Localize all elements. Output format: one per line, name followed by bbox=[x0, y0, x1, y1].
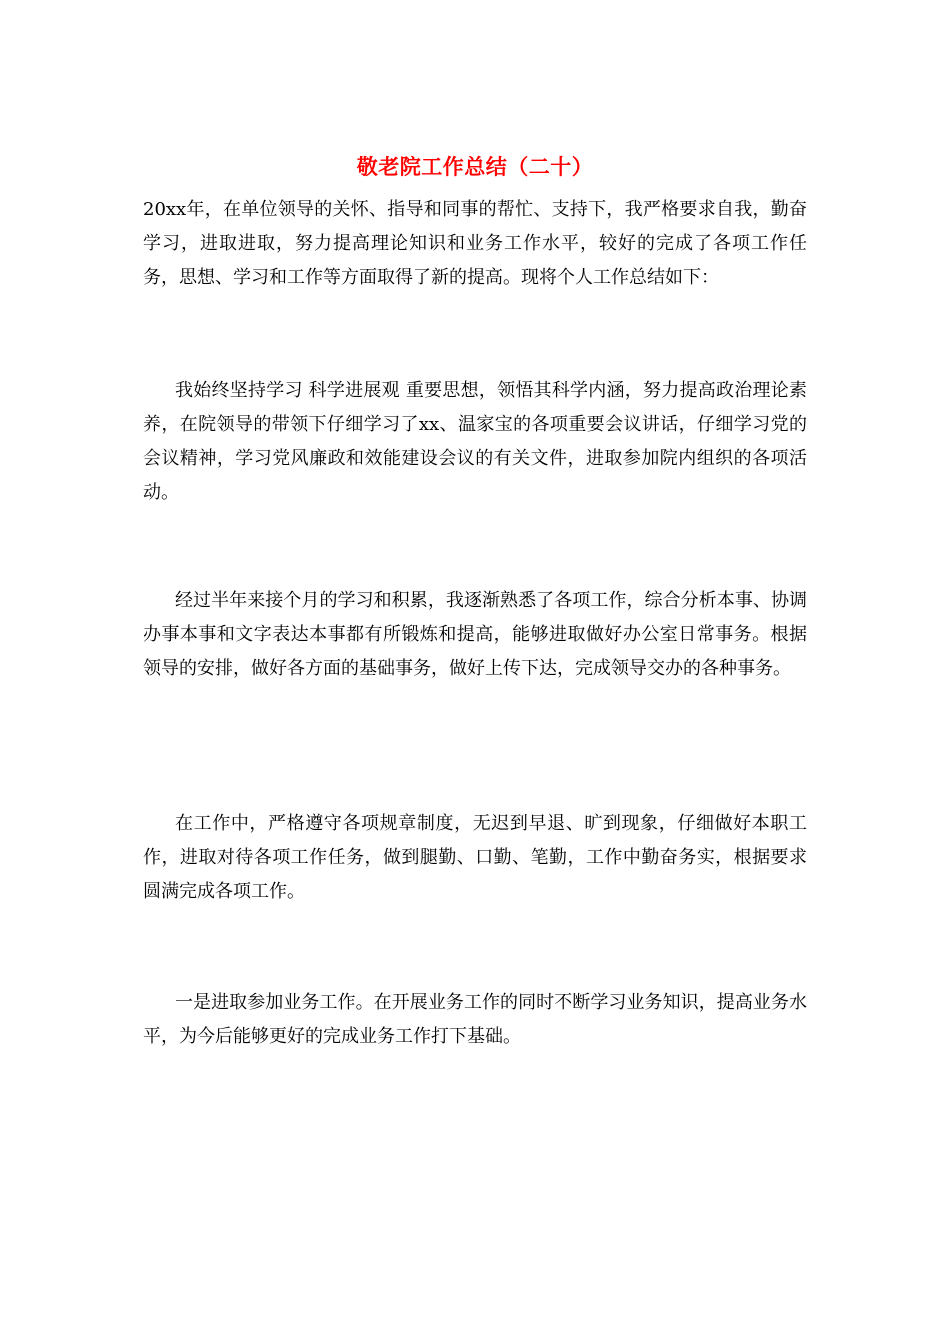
paragraph-text: 一是进取参加业务工作。在开展业务工作的同时不断学习业务知识，提高业务水平，为今后能够更好的完成业务工作打下基础。 bbox=[143, 992, 807, 1047]
paragraph-office-work bbox=[143, 584, 807, 686]
paragraph-study bbox=[143, 374, 807, 510]
document-title: 敬老院工作总结（二十） bbox=[356, 154, 594, 179]
paragraph-text: 在工作中，严格遵守各项规章制度，无迟到早退、旷到现象，仔细做好本职工作，进取对待各项工作任务，做到腿勤、口勤、笔勤，工作中勤奋务实，根据要求圆满完成各项工作。 bbox=[143, 813, 807, 902]
paragraph-text: 我始终坚持学习 科学进展观 重要思想，领悟其科学内涵，努力提高政治理论素养，在院领导的带领下仔细学习了xx、温家宝的各项重要会议讲话，仔细学习党的会议精神，学习党风廉政和效能建设会议的有关文件，进取参加院内组织的各项活动。 bbox=[143, 380, 807, 503]
paragraph-intro bbox=[143, 193, 807, 295]
paragraph-business bbox=[143, 986, 807, 1054]
paragraph-text: 20xx年，在单位领导的关怀、指导和同事的帮忙、支持下，我严格要求自我，勤奋学习，进取进取，努力提高理论知识和业务工作水平，较好的完成了各项工作任务，思想、学习和工作等方面取得了新的提高。现将个人工作总结如下： bbox=[143, 199, 807, 288]
paragraph-text: 经过半年来接个月的学习和积累，我逐渐熟悉了各项工作，综合分析本事、协调办事本事和文字表达本事都有所锻炼和提高，能够进取做好办公室日常事务。根据领导的安排，做好各方面的基础事务，做好上传下达，完成领导交办的各种事务。 bbox=[143, 590, 807, 679]
paragraph-discipline bbox=[143, 807, 807, 909]
